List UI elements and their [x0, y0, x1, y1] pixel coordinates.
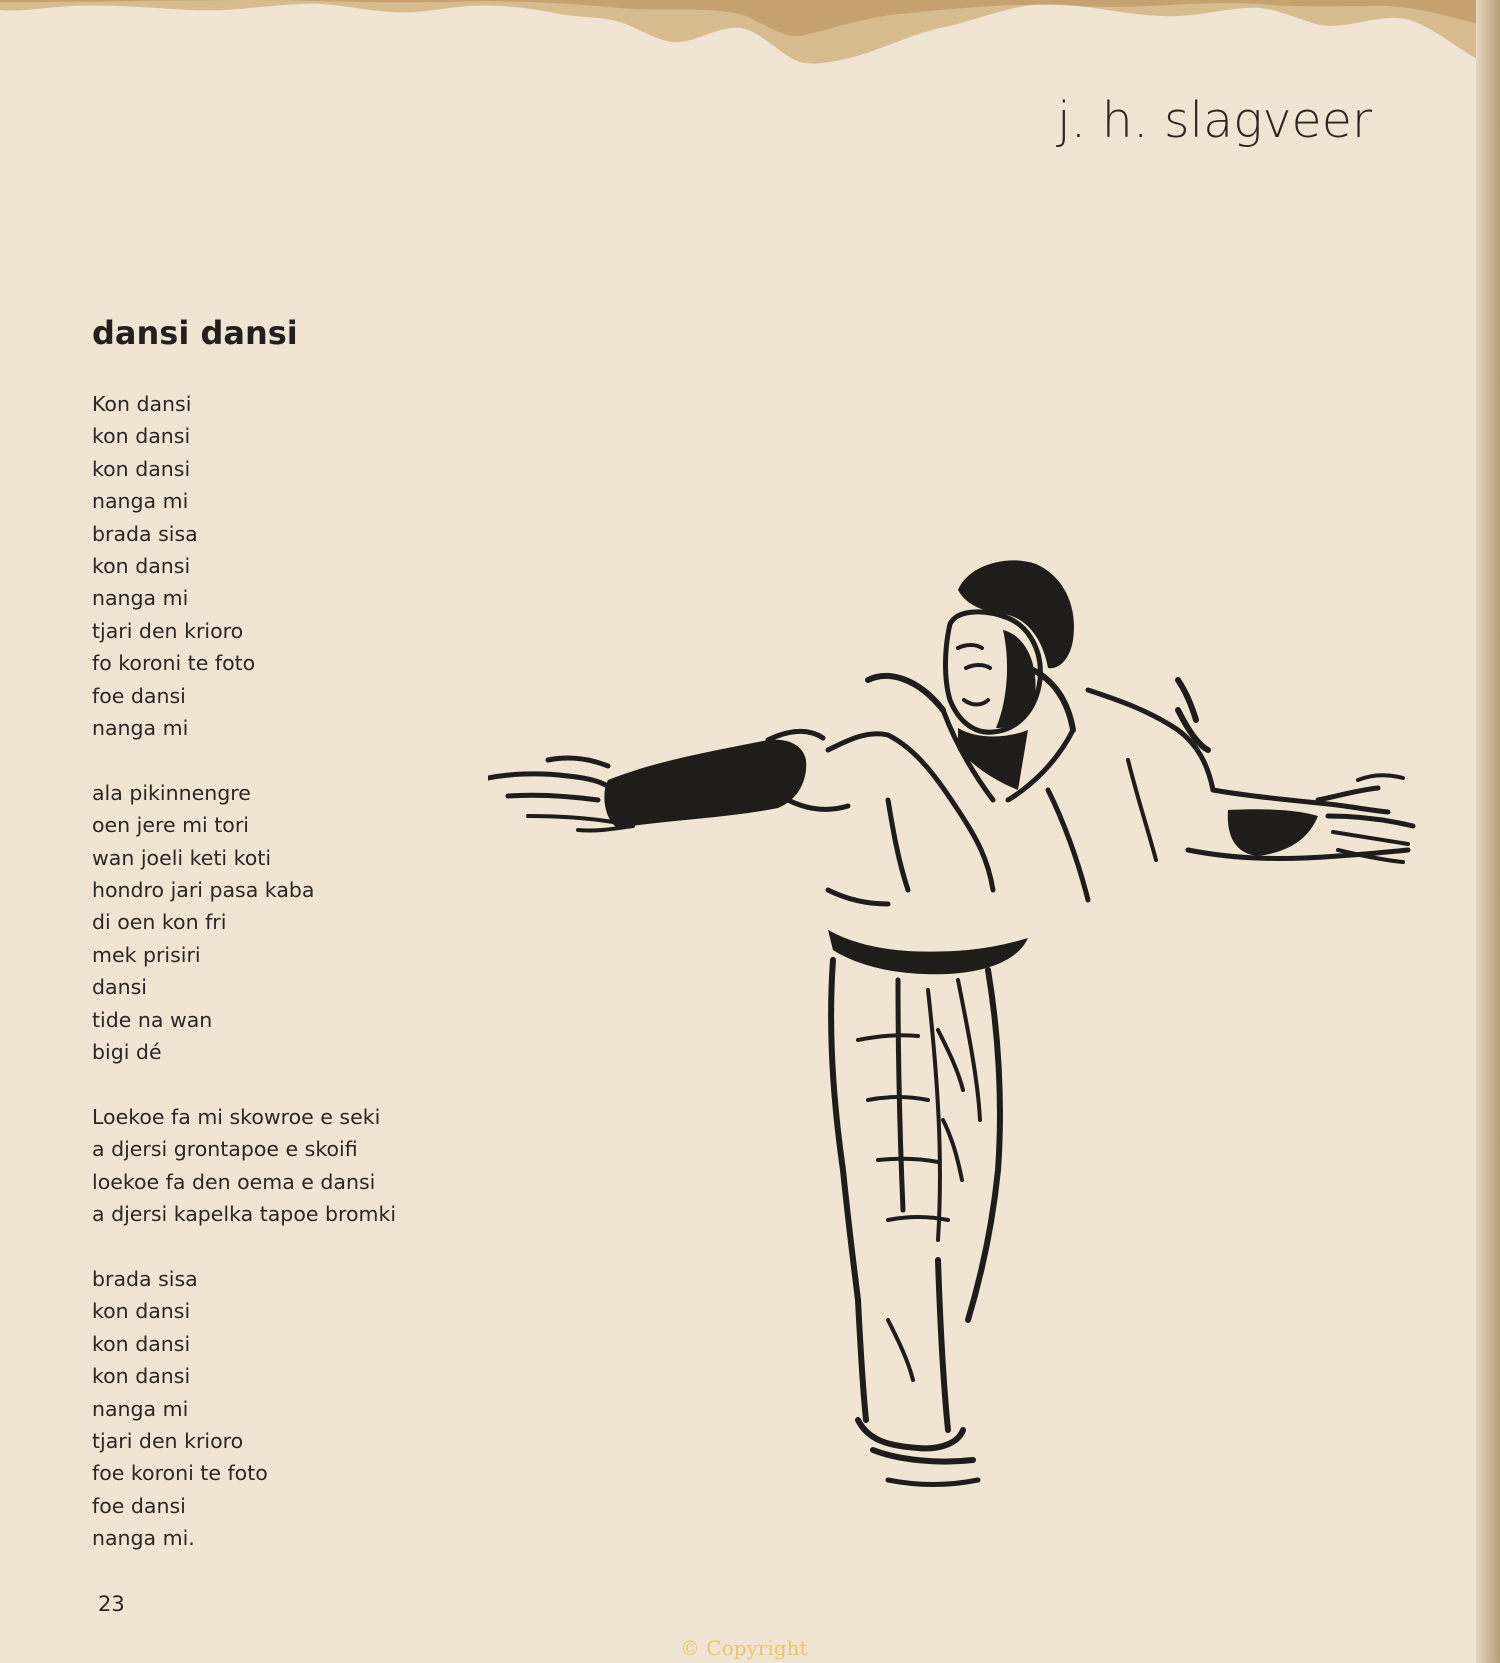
- poem-line: nanga mi: [92, 586, 189, 611]
- poem-line: Loekoe fa mi skowroe e seki: [92, 1104, 381, 1129]
- poem-line: loekoe fa den oema e dansi: [92, 1169, 376, 1194]
- poem-line: nanga mi: [92, 716, 189, 741]
- poem-line: a djersi kapelka tapoe bromki: [92, 1202, 397, 1227]
- poem-line: foe dansi: [92, 1493, 186, 1518]
- poem-line: di oen kon fri: [92, 910, 227, 935]
- poem-line: brada sisa: [92, 521, 198, 546]
- page-number: 23: [98, 1592, 125, 1616]
- poem-line: kon dansi: [92, 456, 191, 481]
- poem-line: kon dansi: [92, 554, 191, 579]
- poem-line: foe koroni te foto: [92, 1461, 268, 1486]
- poem-line: bigi dé: [92, 1040, 162, 1065]
- stanza-4: [92, 1263, 396, 1555]
- poem-line: Kon dansi: [92, 392, 192, 416]
- poem-line: wan joeli keti koti: [92, 845, 272, 870]
- poem-line: foe dansi: [92, 683, 186, 708]
- stanza-3: [92, 1101, 396, 1231]
- poem-line: ala pikinnengre: [92, 780, 251, 805]
- poem-line: dansi: [92, 975, 147, 1000]
- author-name: j. h. slagveer: [1057, 92, 1372, 149]
- poem-line: hondro jari pasa kaba: [92, 878, 315, 903]
- poem-line: mek prisiri: [92, 942, 201, 967]
- poem-line: nanga mi: [92, 1396, 189, 1421]
- dancing-man-illustration: [488, 560, 1484, 1560]
- poem-line: nanga mi.: [92, 1526, 195, 1551]
- poem-line: fo koroni te foto: [92, 651, 256, 676]
- poem-body: [92, 388, 396, 1587]
- poem-title: dansi dansi: [92, 314, 298, 352]
- poem-line: kon dansi: [92, 1364, 191, 1389]
- poem-line: kon dansi: [92, 1299, 191, 1324]
- poem-line: kon dansi: [92, 424, 191, 449]
- poem-line: tide na wan: [92, 1007, 213, 1032]
- stanza-1: [92, 388, 396, 744]
- poem-line: kon dansi: [92, 1331, 191, 1356]
- poem-line: tjari den krioro: [92, 618, 244, 643]
- poem-line: nanga mi: [92, 489, 189, 514]
- copyright-watermark: © Copyright: [680, 1636, 808, 1660]
- poem-line: oen jere mi tori: [92, 813, 249, 838]
- stanza-2: [92, 777, 396, 1069]
- poem-line: tjari den krioro: [92, 1428, 244, 1453]
- poem-line: brada sisa: [92, 1266, 198, 1291]
- poem-line: a djersi grontapoe e skoifi: [92, 1137, 358, 1162]
